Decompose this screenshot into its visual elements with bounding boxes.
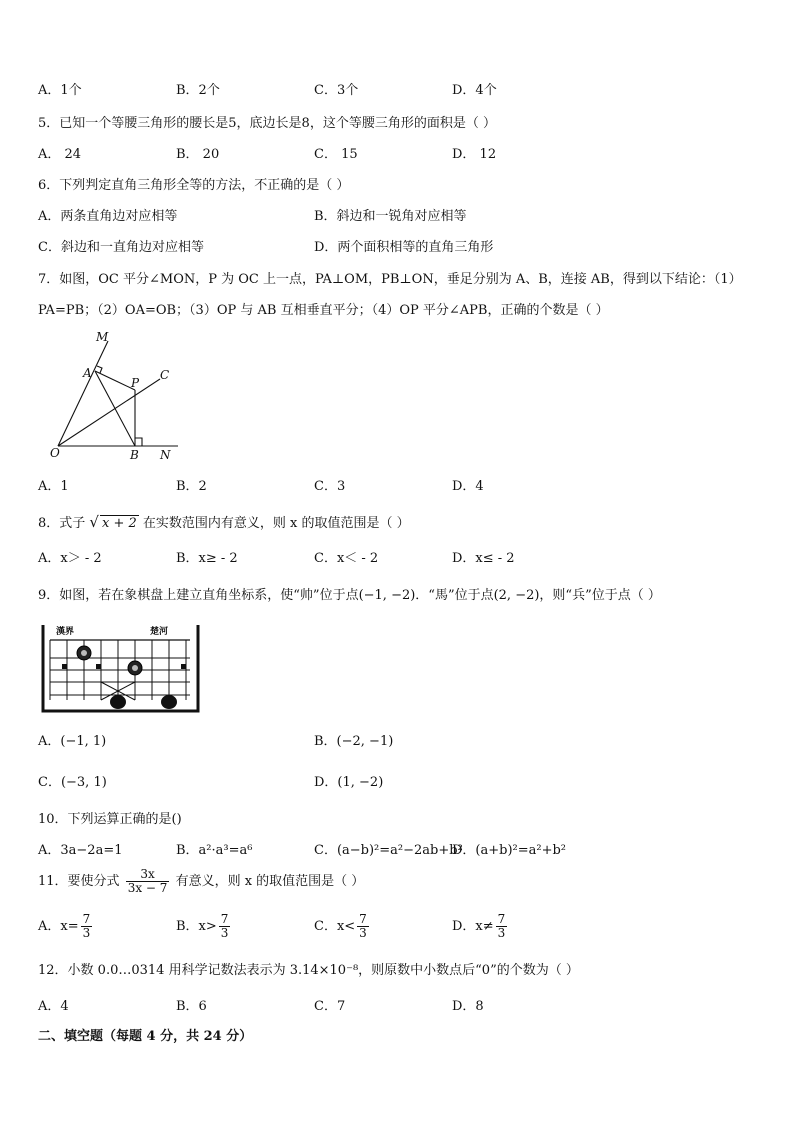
q5-option-d: D． 12 [452, 147, 497, 162]
q11-stem-suffix: 有意义，则 x 的取值范围是（ ） [175, 874, 365, 889]
radical-sign: √ [89, 513, 99, 531]
fraction-numerator: 7 [359, 912, 367, 926]
chess-piece-shuai [110, 695, 126, 709]
q5-option-a: A． 24 [38, 147, 82, 162]
q8-option-d: D．x≤ - 2 [452, 551, 515, 566]
q5-option-b: B． 20 [176, 147, 220, 162]
ray-oc [58, 379, 160, 446]
option-label: D．x≠ [452, 919, 494, 934]
segment-pa [95, 371, 135, 390]
right-angle-mark-b [135, 438, 142, 446]
label-b: B [130, 448, 139, 462]
q11-option-d [452, 913, 509, 940]
board-label-right: 楚河 [150, 627, 169, 637]
q8-option-b: B．x≥ - 2 [176, 551, 238, 566]
q12-option-a: A．4 [38, 999, 69, 1014]
q7-option-d: D．4 [452, 479, 484, 494]
q7-stem-line1: 7．如图，OC 平分∠MON，P 为 OC 上一点，PA⊥OM，PB⊥ON，垂足分别为 A、B，连接 AB，得到以下结论：（1） [38, 272, 742, 287]
q12-option-c: C．7 [314, 999, 346, 1014]
option-label: B．x> [176, 919, 217, 934]
fraction-numerator: 7 [497, 912, 506, 926]
q12-option-d: D．8 [452, 999, 484, 1014]
q8-radicand: x + 2 [101, 516, 137, 531]
q8-option-c: C．x＜ - 2 [314, 551, 379, 566]
fraction-denominator: 3x − 7 [127, 881, 168, 895]
q10-stem: 10．下列运算正确的是() [38, 812, 182, 827]
fraction-denominator: 3 [497, 926, 506, 940]
fraction-numerator: 3x [126, 868, 170, 882]
q7-stem-line2: PA=PB；（2）OA=OB；（3）OP 与 AB 互相垂直平分；（4）OP 平分∠APB，正确的个数是（ ） [38, 303, 609, 318]
label-m: M [96, 330, 109, 344]
q5-stem: 5．已知一个等腰三角形的腰长是5，底边长是8，这个等腰三角形的面积是（ ） [38, 116, 496, 131]
q8-stem-prefix: 8．式子 [38, 516, 86, 531]
q11-option-a [38, 913, 94, 940]
q5-option-c: C． 15 [314, 147, 358, 162]
q11-fraction [126, 868, 170, 895]
label-c: C [160, 368, 170, 382]
chess-piece-ma [161, 695, 177, 709]
q10-option-b: B．a²·a³=a⁶ [176, 843, 253, 858]
q4-option-b: B．2个 [176, 83, 220, 98]
q9-option-b: B．(−2, −1) [314, 734, 394, 749]
q7-geometry-figure [40, 325, 190, 465]
q11-stem-prefix: 11．要使分式 [38, 874, 120, 889]
label-n: N [160, 448, 171, 462]
q12-stem: 12．小数 0.0…0314 用科学记数法表示为 3.14×10⁻⁸，则原数中小数点后“0”的个数为（ ） [38, 963, 579, 978]
q11-stem [38, 868, 364, 895]
q9-option-d: D．(1, −2) [314, 775, 384, 790]
q8-stem-suffix: 在实数范围内有意义，则 x 的取值范围是（ ） [142, 516, 410, 531]
chess-board-figure [40, 620, 202, 716]
q9-stem: 9．如图，若在象棋盘上建立直角坐标系，使“帅”位于点(−1, −2)．“馬”位于点(2, −2)，则“兵”位于点（ ） [38, 588, 661, 603]
section-heading-fill-in: 二、填空题（每题 4 分，共 24 分） [38, 1029, 253, 1044]
q8-option-a: A．x＞ - 2 [38, 551, 102, 566]
q9-option-a: A．(−1, 1) [38, 734, 107, 749]
q8-stem [38, 514, 410, 532]
q6-stem: 6．下列判定直角三角形全等的方法，不正确的是（ ） [38, 178, 350, 193]
q6-option-c: C．斜边和一直角边对应相等 [38, 240, 204, 255]
chess-pieces [77, 646, 177, 709]
q4-option-d: D．4个 [452, 83, 497, 98]
q6-option-a: A．两条直角边对应相等 [38, 209, 178, 224]
fraction-denominator: 3 [82, 926, 91, 940]
q6-option-b: B．斜边和一锐角对应相等 [314, 209, 467, 224]
segment-ab [95, 371, 135, 446]
q7-option-a: A．1 [38, 479, 69, 494]
fraction-numerator: 7 [220, 912, 229, 926]
q11-option-c [314, 913, 371, 940]
q12-option-b: B．6 [176, 999, 207, 1014]
q7-option-b: B．2 [176, 479, 207, 494]
q11-option-b [176, 913, 232, 940]
q4-option-c: C．3个 [314, 83, 359, 98]
option-label: A．x= [38, 919, 79, 934]
q4-option-a: A．1个 [38, 83, 82, 98]
option-label: C．x< [314, 919, 356, 934]
q6-option-d: D．两个面积相等的直角三角形 [314, 240, 494, 255]
q10-option-a: A．3a−2a=1 [38, 843, 123, 858]
q10-option-c: C．(a−b)²=a²−2ab+b² [314, 843, 463, 858]
fraction-denominator: 3 [359, 926, 367, 940]
label-a: A [83, 366, 92, 380]
q7-option-c: C．3 [314, 479, 346, 494]
q9-option-c: C．(−3, 1) [38, 775, 107, 790]
fraction-denominator: 3 [220, 926, 229, 940]
label-o: O [50, 446, 60, 460]
label-p: P [131, 376, 140, 390]
board-label-left: 漢界 [56, 627, 75, 637]
ray-om [58, 341, 108, 446]
fraction-numerator: 7 [82, 912, 91, 926]
q10-option-d: D．(a+b)²=a²+b² [452, 843, 567, 858]
